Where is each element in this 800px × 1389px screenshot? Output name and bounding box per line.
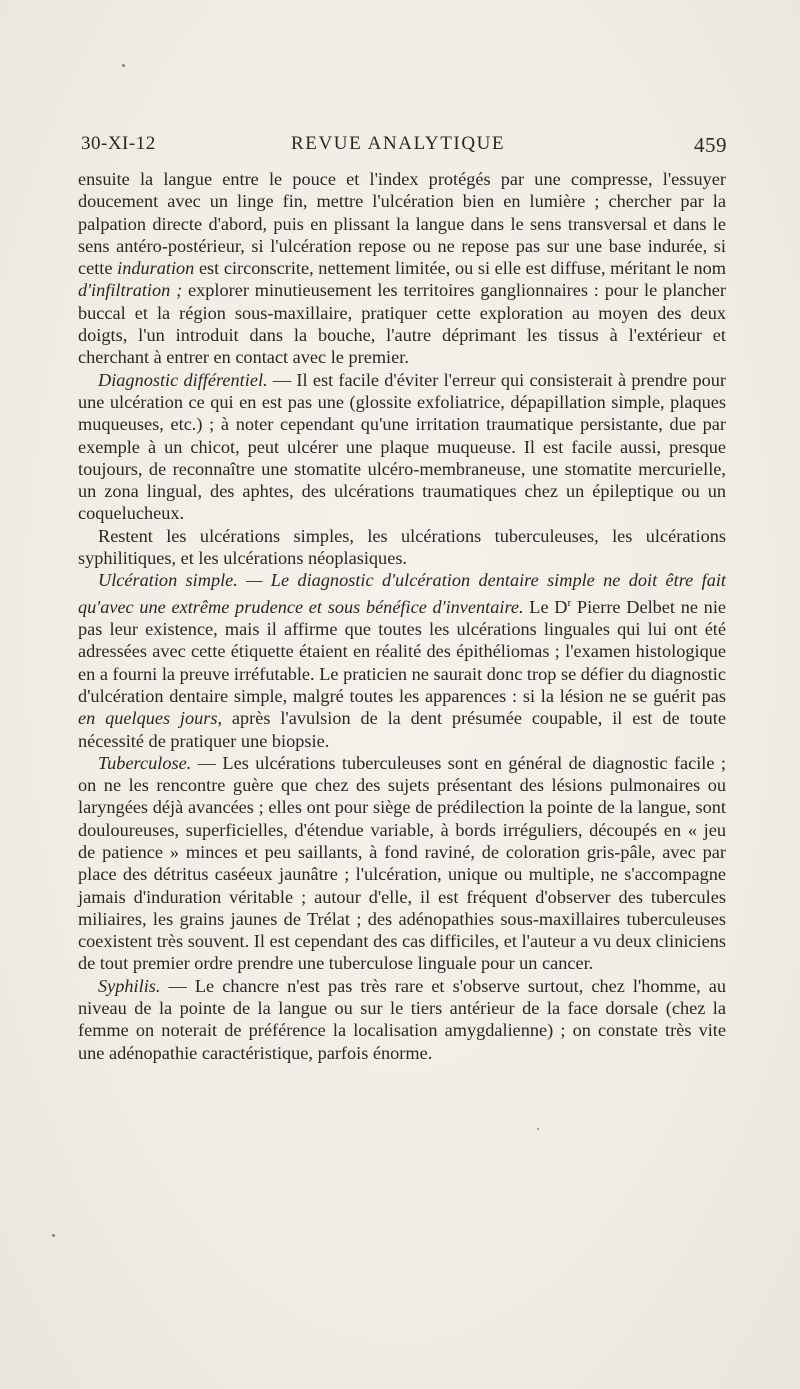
italic-term: d'infiltration ;	[78, 280, 183, 301]
text-run: — Les ulcérations tuberculeuses sont en général de diagnostic facile ; on ne les rencontre guère que chez des sujets présentant des lésions pulmonaires ou laryngées déjà avancées ; elles ont pour siège de prédilection la pointe de la langue, sont douloureuses, superficielles, d'étendue variable, à bords irréguliers, découpés en « jeu de patience » minces et peu saillants, à fond raviné, de coloration gris-pâle, avec par place des détritus caséeux jaunâtre ; l'ulcération, unique ou multiple, ne s'accompagne jamais d'induration véritable ; autour d'elle, il est fréquent d'observer des tubercules miliaires, les grains jaunes de Trélat ; des adénopathies sous-maxillaires tuberculeuses coexistent très souvent. Il est cependant des cas difficiles, et l'auteur a vu deux cliniciens de tout premier ordre prendre une tuberculose linguale pour un cancer.	[78, 752, 726, 974]
paper-speck	[122, 64, 125, 67]
superscript: r	[567, 596, 572, 609]
paragraph-simple-ulceration	[78, 569, 726, 751]
italic-term: induration	[117, 258, 195, 279]
header-date: 30-XI-12	[81, 133, 156, 154]
text-run: — Le chancre n'est pas très rare et s'observe surtout, chez l'homme, au niveau de la pointe de la langue ou sur le tiers antérieur de la face dorsale (chez la femme on noterait de préférence la localisation amygdalienne) ; on constate très vite une adénopathie caractéristique, parfois énorme.	[78, 975, 726, 1063]
text-run: — Il est facile d'éviter l'erreur qui consisterait à prendre pour une ulcération ce qui en est pas une (glossite exfoliatrice, dépapillation simple, plaques muqueuses, etc.) ; à noter cependant qu'une irritation traumatique persistante, due par exemple à un chicot, peut ulcérer une plaque muqueuse. Il est facile aussi, presque toujours, de reconnaître une stomatite ulcéro-membraneuse, une stomatite mercurielle, un zona lingual, des aphtes, des ulcérations traumatiques chez un épileptique ou un coquelucheux.	[78, 369, 726, 524]
text-run: explorer minutieusement les territoires ganglionnaires : pour le plancher buccal et la région sous-maxillaire, pratiquer cette exploration au moyen des deux doigts, l'un introduit dans la bouche, l'autre déprimant les tissus à l'extérieur et cherchant à entrer en contact avec le premier.	[78, 280, 726, 368]
italic-term: en quelques jours	[78, 708, 218, 729]
text-run: est circonscrite, nettement limitée, ou si elle est diffuse, méritant le nom	[194, 258, 727, 279]
body-text	[78, 168, 726, 1064]
running-header	[79, 127, 727, 163]
paper-speck	[52, 1234, 55, 1237]
text-run: ensuite la langue entre le pouce et l'index protégés par une compresse, l'essuyer doucement avec un linge fin, mettre l'ulcération bien en lumière ; chercher par la palpation directe d'abord, puis en plissant la langue dans le sens transversal et dans le sens antéro-postérieur, si l'ulcération repose ou ne repose pas sur une base indurée, si cette	[78, 169, 726, 279]
header-title: REVUE ANALYTIQUE	[291, 133, 506, 154]
section-heading: Ulcération simple. — Le diagnostic d'ulcération dentaire simple ne doit être fait qu'avec une extrême prudence et sous bénéfice d'inventaire.	[78, 570, 726, 617]
section-heading: Diagnostic différentiel.	[98, 369, 268, 390]
paragraph-tuberculosis	[78, 752, 726, 975]
text-run: Le D	[523, 596, 568, 617]
paper-speck	[537, 1128, 539, 1130]
text-run: , après l'avulsion de la dent présumée coupable, il est de toute nécessité de pratiquer une biopsie.	[78, 708, 726, 751]
paragraph-syphilis	[78, 975, 726, 1064]
text-run: Restent les ulcérations simples, les ulcérations tuberculeuses, les ulcérations syphilitiques, et les ulcérations néoplasiques.	[78, 525, 726, 569]
paragraph-remaining-ulcerations	[78, 525, 726, 570]
paragraph-examination	[78, 168, 726, 369]
section-heading: Syphilis.	[98, 975, 161, 996]
section-heading: Tuberculose.	[98, 752, 192, 773]
text-run: Pierre Delbet ne nie pas leur existence, mais il affirme que toutes les ulcérations linguales qui lui ont été adressées avec cette étiquette étaient en réalité des épithéliomas ; l'examen histologique en a fourni la preuve irréfutable. Le praticien ne saurait donc trop se défier du diagnostic d'ulcération dentaire simple, malgré toutes les apparences : si la lésion ne se guérit pas	[78, 596, 727, 706]
paragraph-differential-diagnosis	[78, 369, 726, 525]
page-number: 459	[694, 133, 727, 157]
